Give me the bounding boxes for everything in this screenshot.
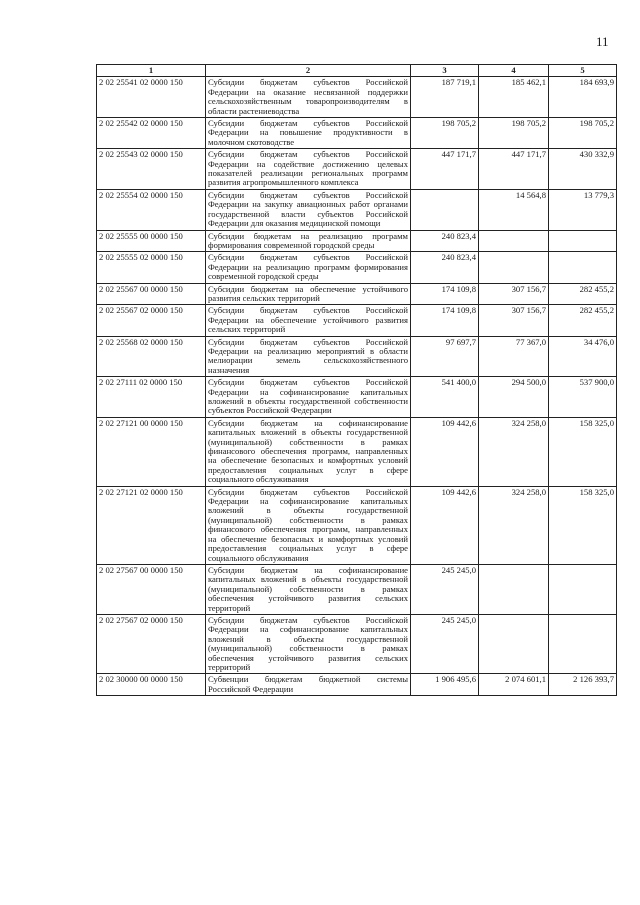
row-value-3 [549,252,617,283]
row-value-2: 447 171,7 [479,149,549,190]
row-value-1: 174 109,8 [411,283,479,305]
row-value-1: 541 400,0 [411,377,479,418]
row-value-1: 109 442,6 [411,486,479,564]
row-description: Субсидии бюджетам субъектов Российской Федерации на обеспечение устойчивого развития сельских территорий [206,305,411,336]
row-code: 2 02 25555 00 0000 150 [97,230,206,252]
row-value-3 [549,230,617,252]
row-value-1: 109 442,6 [411,417,479,486]
table-row [97,564,617,614]
row-value-3: 2 126 393,7 [549,674,617,696]
row-value-2 [479,564,549,614]
table-row [97,283,617,305]
table-row [97,417,617,486]
row-value-3: 282 455,2 [549,305,617,336]
table-row [97,118,617,149]
row-code: 2 02 27121 02 0000 150 [97,486,206,564]
row-description: Субсидии бюджетам субъектов Российской Федерации на софинансирование капитальных вложений в объекты государственной (муниципальной) собственности в рамках финансового обеспечения программ, направленных на обеспечение безопасных и комфортных условий предоставления социальных услуг в сфере социального обслуживания [206,486,411,564]
table-row [97,674,617,696]
row-value-1: 447 171,7 [411,149,479,190]
row-value-2: 2 074 601,1 [479,674,549,696]
row-description: Субсидии бюджетам на софинансирование капитальных вложений в объекты государственной (муниципальной) собственности в рамках финансового обеспечения программ, направленных на обеспечение безопасных и комфортных условий предоставления социальных услуг в сфере социального обслуживания [206,417,411,486]
budget-table [96,64,617,696]
table-row [97,230,617,252]
row-value-2: 307 156,7 [479,305,549,336]
table-row [97,189,617,230]
row-code: 2 02 25567 00 0000 150 [97,283,206,305]
table-row [97,305,617,336]
column-header: 1 [97,65,206,77]
row-value-3: 158 325,0 [549,417,617,486]
row-value-2: 294 500,0 [479,377,549,418]
row-value-3: 282 455,2 [549,283,617,305]
row-value-3: 34 476,0 [549,336,617,377]
row-code: 2 02 27567 02 0000 150 [97,614,206,673]
row-value-1: 187 719,1 [411,77,479,118]
table-row [97,252,617,283]
row-description: Субсидии бюджетам на реализацию программ формирования современной городской среды [206,230,411,252]
row-value-1: 245 245,0 [411,614,479,673]
row-value-3: 198 705,2 [549,118,617,149]
row-value-3 [549,614,617,673]
row-value-1: 240 823,4 [411,252,479,283]
row-code: 2 02 27567 00 0000 150 [97,564,206,614]
row-value-2: 77 367,0 [479,336,549,377]
row-value-3: 430 332,9 [549,149,617,190]
row-code: 2 02 25541 02 0000 150 [97,77,206,118]
row-value-3: 184 693,9 [549,77,617,118]
row-value-2: 198 705,2 [479,118,549,149]
row-description: Субсидии бюджетам субъектов Российской Федерации на повышение продуктивности в молочном скотоводстве [206,118,411,149]
table-row [97,377,617,418]
row-value-1: 198 705,2 [411,118,479,149]
column-header: 4 [479,65,549,77]
table-row [97,77,617,118]
row-value-3 [549,564,617,614]
table-row [97,149,617,190]
row-code: 2 02 25542 02 0000 150 [97,118,206,149]
row-value-2: 185 462,1 [479,77,549,118]
row-description: Субвенции бюджетам бюджетной системы Российской Федерации [206,674,411,696]
row-code: 2 02 25568 02 0000 150 [97,336,206,377]
table-row [97,486,617,564]
row-description: Субсидии бюджетам субъектов Российской Федерации на софинансирование капитальных вложений в объекты государственной собственности субъектов Российской Федерации [206,377,411,418]
row-description: Субсидии бюджетам субъектов Российской Федерации на реализацию мероприятий в области мелиорации земель сельскохозяйственного назначения [206,336,411,377]
row-description: Субсидии бюджетам субъектов Российской Федерации на софинансирование капитальных вложений в объекты государственной (муниципальной) собственности в рамках обеспечения устойчивого развития сельских территорий [206,614,411,673]
row-code: 2 02 25555 02 0000 150 [97,252,206,283]
row-description: Субсидии бюджетам на софинансирование капитальных вложений в объекты государственной (муниципальной) собственности в рамках обеспечения устойчивого развития сельских территорий [206,564,411,614]
row-code: 2 02 25554 02 0000 150 [97,189,206,230]
table-row [97,614,617,673]
row-code: 2 02 27111 02 0000 150 [97,377,206,418]
table-header-row [97,65,617,77]
row-value-3: 13 779,3 [549,189,617,230]
column-header: 5 [549,65,617,77]
row-value-1: 1 906 495,6 [411,674,479,696]
row-code: 2 02 30000 00 0000 150 [97,674,206,696]
column-header: 2 [206,65,411,77]
page-number: 11 [596,34,609,49]
row-code: 2 02 25543 02 0000 150 [97,149,206,190]
row-description: Субсидии бюджетам на обеспечение устойчивого развития сельских территорий [206,283,411,305]
row-description: Субсидии бюджетам субъектов Российской Федерации на оказание несвязанной поддержки сельскохозяйственным товаропроизводителям в области растениеводства [206,77,411,118]
row-code: 2 02 27121 00 0000 150 [97,417,206,486]
table-row [97,336,617,377]
row-value-2 [479,252,549,283]
row-value-3: 158 325,0 [549,486,617,564]
row-code: 2 02 25567 02 0000 150 [97,305,206,336]
row-value-2: 14 564,8 [479,189,549,230]
row-value-1 [411,189,479,230]
row-description: Субсидии бюджетам субъектов Российской Федерации на реализацию программ формирования современной городской среды [206,252,411,283]
row-value-1: 240 823,4 [411,230,479,252]
row-value-3: 537 900,0 [549,377,617,418]
row-value-2: 307 156,7 [479,283,549,305]
row-value-2 [479,614,549,673]
row-value-2: 324 258,0 [479,486,549,564]
row-value-1: 174 109,8 [411,305,479,336]
column-header: 3 [411,65,479,77]
row-description: Субсидии бюджетам субъектов Российской Федерации на закупку авиационных работ органами государственной власти субъектов Российской Федерации для оказания медицинской помощи [206,189,411,230]
row-value-2: 324 258,0 [479,417,549,486]
row-value-1: 97 697,7 [411,336,479,377]
row-description: Субсидии бюджетам субъектов Российской Федерации на содействие достижению целевых показателей реализации региональных программ развития агропромышленного комплекса [206,149,411,190]
row-value-1: 245 245,0 [411,564,479,614]
row-value-2 [479,230,549,252]
